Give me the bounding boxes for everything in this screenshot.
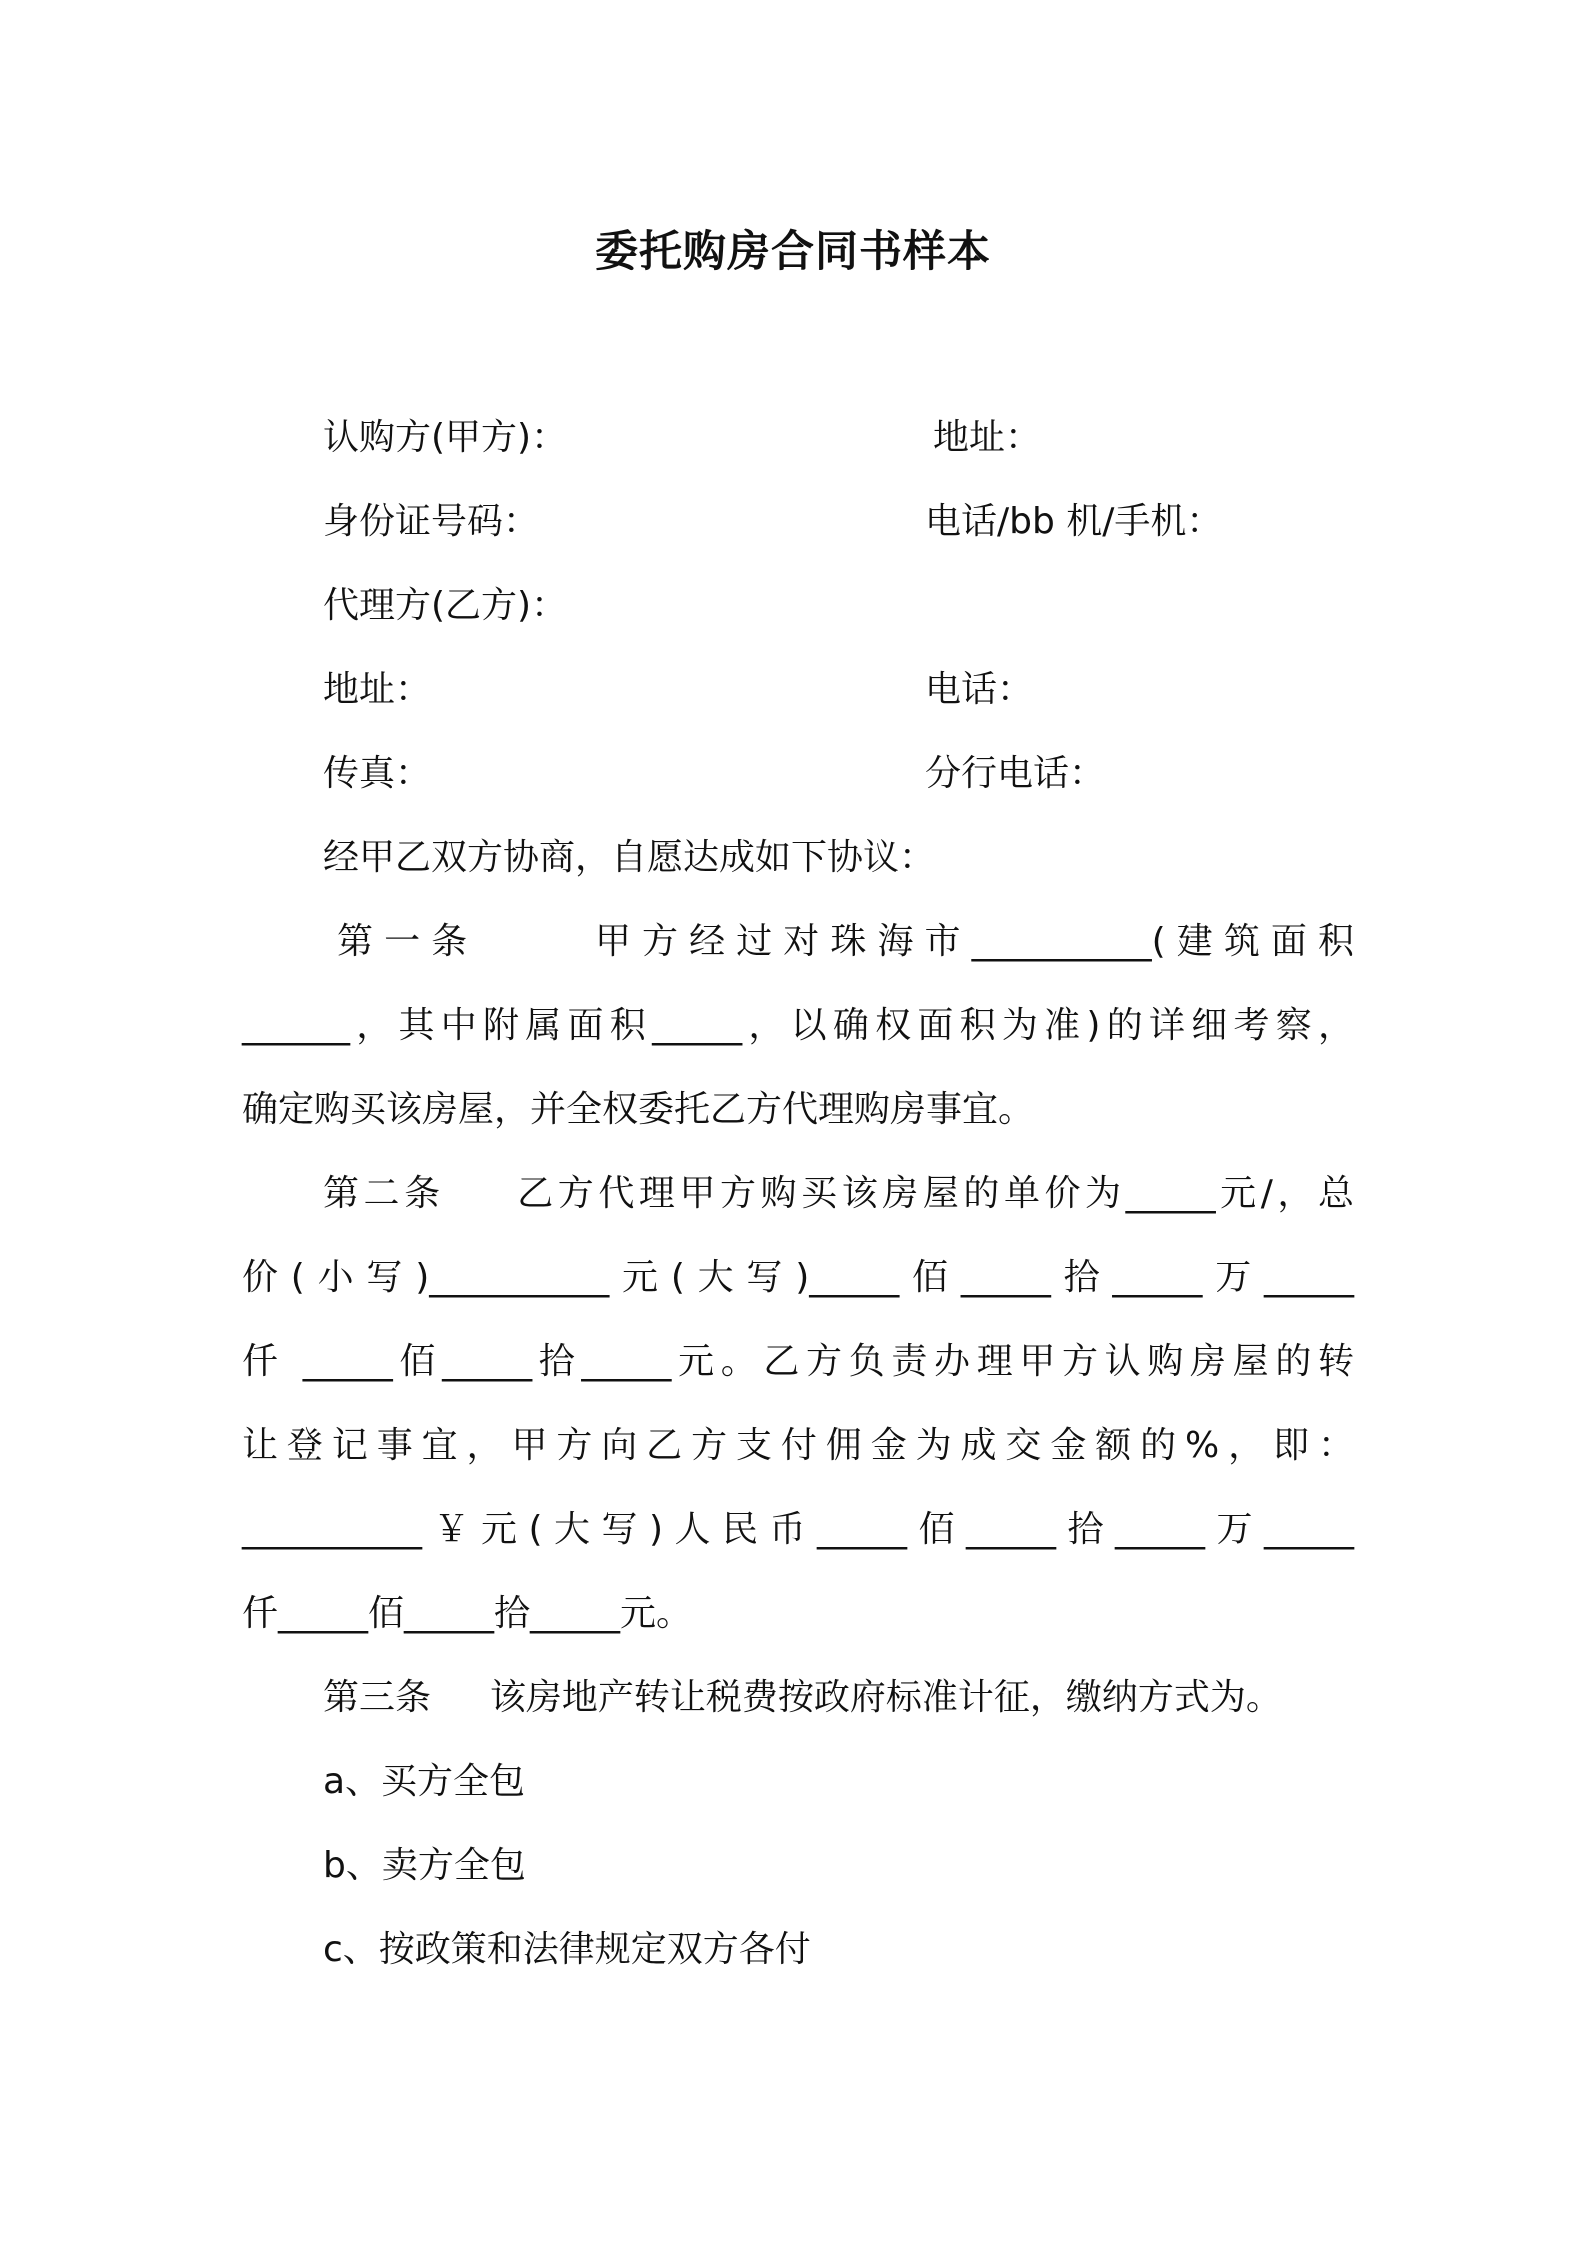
article3-option-b: b、卖方全包 [323, 1845, 526, 1886]
id-number-label: 身份证号码： [323, 501, 540, 542]
agent-label: 代理方(乙方)： [323, 585, 568, 626]
article2-line1: 第二条 乙方代理甲方购买该房屋的单价为_____元/，总 [323, 1173, 1354, 1214]
buyer-phone-label: 电话/bb 机/手机： [925, 501, 1223, 542]
article1-line3: 确定购买该房屋，并全权委托乙方代理购房事宜。 [242, 1089, 1035, 1130]
fax-label: 传真： [323, 753, 432, 794]
article2-line4: 让登记事宜，甲方向乙方支付佣金为成交金额的%，即： [242, 1425, 1354, 1466]
article3-line1: 第三条 该房地产转让税费按政府标准计征，缴纳方式为。 [323, 1677, 1282, 1718]
buyer-label: 认购方(甲方)： [323, 417, 568, 458]
article2-line2: 价(小写)__________元(大写)_____佰_____拾_____万_____ [242, 1257, 1354, 1298]
article2-line6: 仟_____佰_____拾_____元。 [242, 1593, 693, 1634]
branch-phone-label: 分行电话： [925, 753, 1106, 794]
article2-line5: __________￥元(大写)人民币_____佰_____拾_____万_____ [242, 1509, 1354, 1550]
buyer-address-label: 地址： [933, 417, 1042, 458]
article1-line2: ______，其中附属面积_____，以确权面积为准)的详细考察， [242, 1005, 1354, 1046]
agent-address-label: 地址： [323, 669, 432, 710]
article3-option-a: a、买方全包 [323, 1761, 526, 1802]
article2-line3: 仟 _____佰_____拾_____元。乙方负责办理甲方认购房屋的转 [242, 1341, 1354, 1382]
agent-phone-label: 电话： [925, 669, 1034, 710]
intro-text: 经甲乙双方协商，自愿达成如下协议： [323, 837, 936, 878]
document-title: 委托购房合同书样本 [595, 227, 991, 277]
article1-line1: 第一条 甲方经过对珠海市__________(建筑面积 [337, 921, 1354, 962]
article3-option-c: c、按政策和法律规定双方各付 [323, 1929, 811, 1970]
